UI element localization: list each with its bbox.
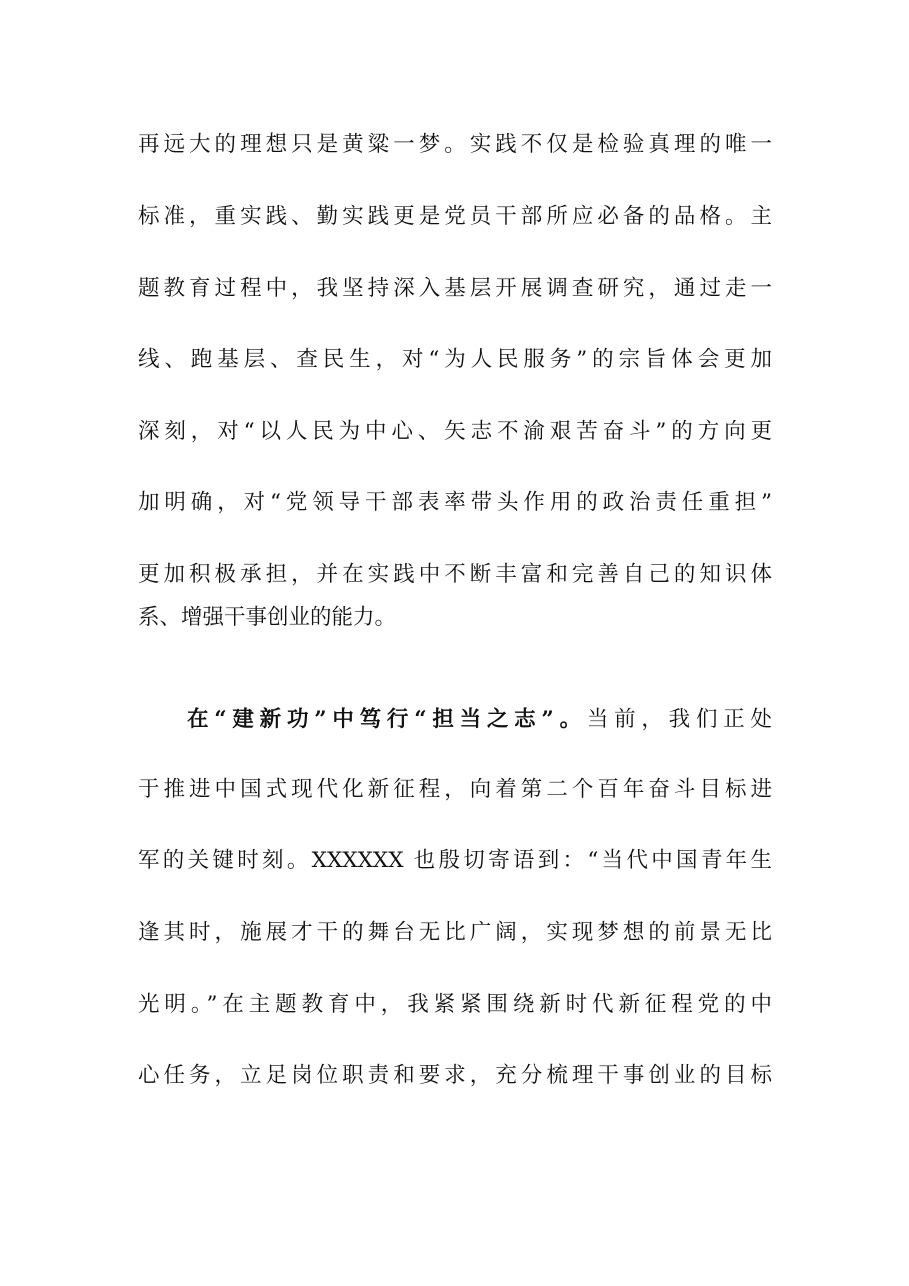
paragraph-1-line-7: 更加积极承担，并在实践中不断丰富和完善自己的知识体 xyxy=(138,562,772,587)
paragraph-2-line-1 xyxy=(187,700,772,740)
paragraph-2-line-4: 逢其时，施展才干的舞台无比广阔，实现梦想的前景无比 xyxy=(138,920,772,945)
paragraph-2-line-1-rest: 当前，我们正处 xyxy=(586,707,772,732)
paragraph-1-line-4: 线、跑基层、查民生，对“为人民服务”的宗旨体会更加 xyxy=(138,347,772,372)
paragraph-2-line-6: 心任务，立足岗位职责和要求，充分梳理干事创业的目标 xyxy=(138,1063,772,1088)
paragraph-1-line-6: 加明确，对“党领导干部表率带头作用的政治责任重担” xyxy=(138,490,772,515)
paragraph-1-line-1: 再远大的理想只是黄粱一梦。实践不仅是检验真理的唯一 xyxy=(138,132,772,157)
paragraph-2-line-2: 于推进中国式现代化新征程，向着第二个百年奋斗目标进 xyxy=(138,777,772,802)
paragraph-1-line-8: 系、增强干事创业的能力。 xyxy=(138,605,397,630)
paragraph-1-line-3: 题教育过程中，我坚持深入基层开展调查研究，通过走一 xyxy=(138,276,772,301)
paragraph-2-line-3: 军的关键时刻。XXXXXX 也殷切寄语到：“当代中国青年生 xyxy=(138,848,772,873)
paragraph-2-line-5: 光明。”在主题教育中，我紧紧围绕新时代新征程党的中 xyxy=(138,992,772,1017)
paragraph-1-line-2: 标准，重实践、勤实践更是党员干部所应必备的品格。主 xyxy=(138,204,772,229)
section-heading: 在“建新功”中笃行“担当之志”。 xyxy=(187,707,587,732)
paragraph-1-line-5: 深刻，对“以人民为中心、矢志不渝艰苦奋斗”的方向更 xyxy=(138,419,772,444)
